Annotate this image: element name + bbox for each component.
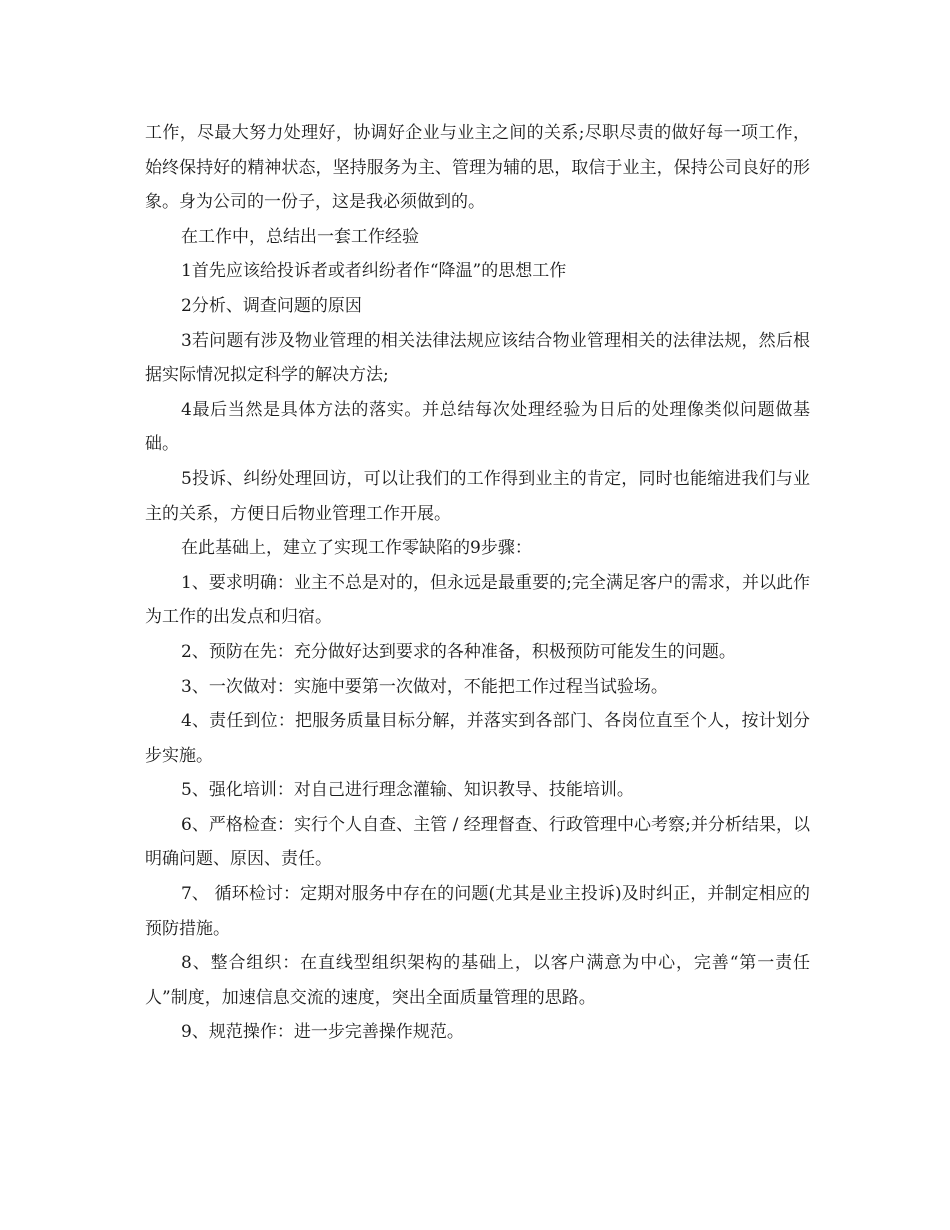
paragraph-step-5: 5投诉、纠纷处理回访，可以让我们的工作得到业主的肯定，同时也能缩进我们与业主的关系，方便日后物业管理工作开展。 xyxy=(145,468,810,524)
document-body xyxy=(145,116,810,1050)
paragraph-step-4: 4最后当然是具体方法的落实。并总结每次处理经验为日后的处理像类似问题做基础。 xyxy=(145,399,810,455)
list-item-3: 3、一次做对：实施中要第一次做对，不能把工作过程当试验场。 xyxy=(181,676,668,697)
list-item-4: 4、责任到位：把服务质量目标分解，并落实到各部门、各岗位直至个人，按计划分步实施。 xyxy=(145,711,810,766)
paragraph-intro: 工作，尽最大努力处理好，协调好企业与业主之间的关系;尽职尽责的做好每一项工作，始终保持好的精神状态，坚持服务为主、管理为辅的思，取信于业主，保持公司良好的形象。身为公司的一份子，这是我必须做到的。 xyxy=(145,123,810,213)
list-item-6: 6、严格检查：实行个人自查、主管 / 经理督查、行政管理中心考察;并分析结果，以明确问题、原因、责任。 xyxy=(145,814,810,870)
list-item-9: 9、规范操作：进一步完善操作规范。 xyxy=(181,1022,464,1043)
list-item-8: 8、整合组织：在直线型组织架构的基础上，以客户满意为中心，完善“第一责任人”制度，加速信息交流的速度，突出全面质量管理的思路。 xyxy=(145,953,810,1008)
paragraph-step-2: 2分析、调查问题的原因 xyxy=(181,295,362,316)
paragraph-step-1: 1首先应该给投诉者或者纠纷者作“降温”的思想工作 xyxy=(181,261,567,282)
paragraph-step-3: 3若问题有涉及物业管理的相关法律法规应该结合物业管理相关的法律法规，然后根据实际情况拟定科学的解决方法; xyxy=(145,330,810,386)
list-item-5: 5、强化培训：对自己进行理念灌输、知识教导、技能培训。 xyxy=(181,780,634,801)
list-item-2: 2、预防在先：充分做好达到要求的各种准备，积极预防可能发生的问题。 xyxy=(181,641,736,662)
list-item-1: 1、要求明确：业主不总是对的，但永远是最重要的;完全满足客户的需求，并以此作为工作的出发点和归宿。 xyxy=(145,572,810,628)
list-item-7: 7、 循环检讨：定期对服务中存在的问题(尤其是业主投诉)及时纠正，并制定相应的预防措施。 xyxy=(145,884,810,939)
paragraph-nine-steps-heading: 在此基础上，建立了实现工作零缺陷的9步骤： xyxy=(181,538,532,559)
paragraph-experience-heading: 在工作中，总结出一套工作经验 xyxy=(181,226,419,247)
